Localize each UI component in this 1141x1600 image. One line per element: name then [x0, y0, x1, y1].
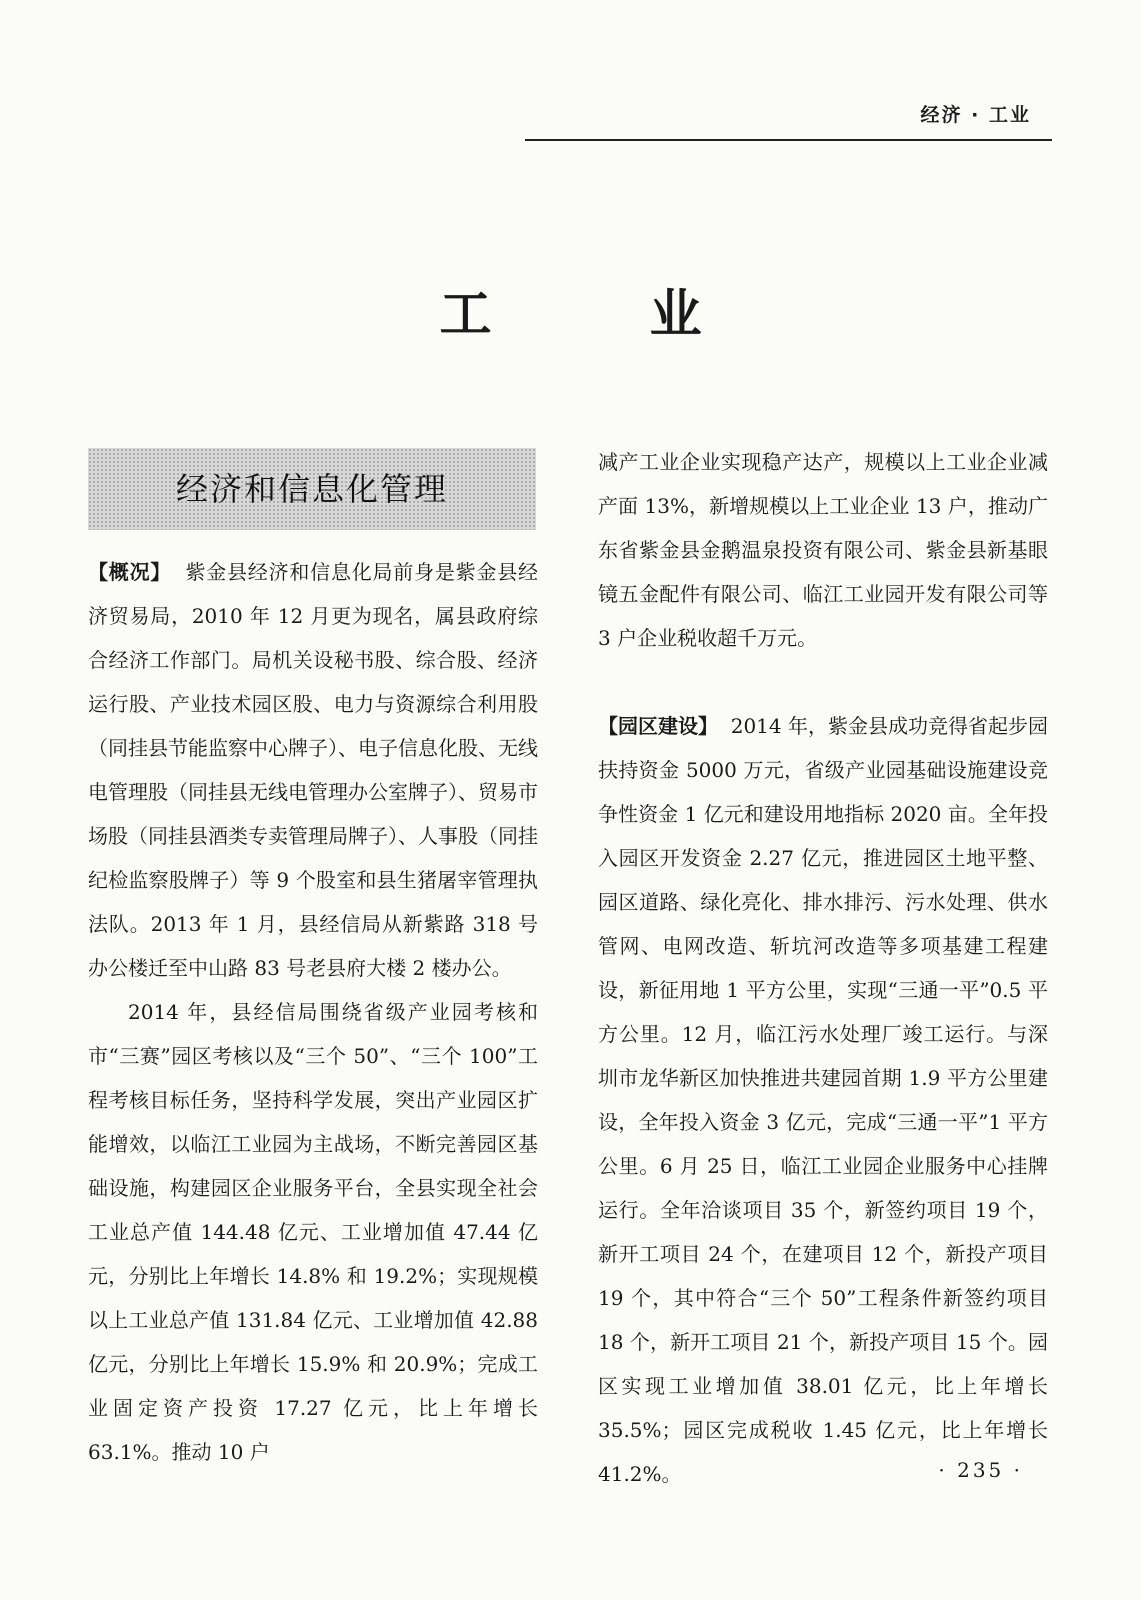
running-header: 经济 · 工业 — [920, 104, 1031, 126]
section-title: 经济和信息化管理 — [175, 470, 448, 508]
overview-tag: 【概况】 — [88, 560, 172, 584]
park-text: 2014 年，紫金县成功竞得省起步园扶持资金 5000 万元，省级产业园基础设施建设竞争性资金 1 亿元和建设用地指标 2020 亩。全年投入园区开发资金 2.27 亿元，推进园区土地平整、园区道路、绿化亮化、排水排污、污水处理、供水管网、电网改造、斩坑河改造等多项基建工程建设，新征用地 1 平方公里，实现“三通一平”0.5 平方公里。12 月，临江污水处理厂竣工运行。与深圳市龙华新区加快推进共建园首期 1.9 平方公里建设，全年投入资金 3 亿元，完成“三通一平”1 平方公里。6 月 25 日，临江工业园企业服务中心挂牌运行。全年洽谈项目 35 个，新签约项目 19 个，新开工项目 24 个，在建项目 12 个，新投产项目 19 个，其中符合“三个 50”工程条件新签约项目 18 个，新开工项目 21 个，新投产项目 15 个。园区实现工业增加值 38.01 亿元，比上年增长 35.5%；园区完成税收 1.45 亿元，比上年增长 41.2%。 — [598, 714, 1048, 1486]
header-rule — [525, 139, 1052, 141]
overview-paragraph — [88, 550, 538, 990]
overview-text: 紫金县经济和信息化局前身是紫金县经济贸易局，2010 年 12 月更为现名，属县政府综合经济工作部门。局机关设秘书股、综合股、经济运行股、产业技术园区股、电力与资源综合利用股（同挂县节能监察中心牌子）、电子信息化股、无线电管理股（同挂县无线电管理办公室牌子）、贸易市场股（同挂县酒类专卖管理局牌子）、人事股（同挂纪检监察股牌子）等 9 个股室和县生猪屠宰管理执法队。2013 年 1 月，县经信局从新紫路 318 号办公楼迁至中山路 83 号老县府大楼 2 楼办公。 — [88, 560, 539, 980]
chapter-title: 工 业 — [439, 284, 772, 345]
page-number: · 235 · — [938, 1458, 1023, 1482]
park-tag: 【园区建设】 — [598, 714, 719, 738]
right-column — [598, 440, 1048, 1496]
park-paragraph — [598, 704, 1048, 1496]
continued-paragraph: 减产工业企业实现稳产达产，规模以上工业企业减产面 13%，新增规模以上工业企业 13 户，推动广东省紫金县金鹅温泉投资有限公司、紫金县新基眼镜五金配件有限公司、临江工业园开发有限公司等 3 户企业税收超千万元。 — [598, 450, 1048, 650]
paragraph-2014: 2014 年，县经信局围绕省级产业园考核和市“三赛”园区考核以及“三个 50”、“三个 100”工程考核目标任务，坚持科学发展，突出产业园区扩能增效，以临江工业园为主战场，不断完善园区基础设施，构建园区企业服务平台，全县实现全社会工业总产值 144.48 亿元、工业增加值 47.44 亿元，分别比上年增长 14.8% 和 19.2%；实现规模以上工业总产值 131.84 亿元、工业增加值 42.88 亿元，分别比上年增长 15.9% 和 20.9%；完成工业固定资产投资 17.27 亿元，比上年增长 63.1%。推动 10 户 — [88, 1000, 538, 1464]
section-heading — [88, 448, 536, 530]
left-column — [88, 440, 538, 1474]
